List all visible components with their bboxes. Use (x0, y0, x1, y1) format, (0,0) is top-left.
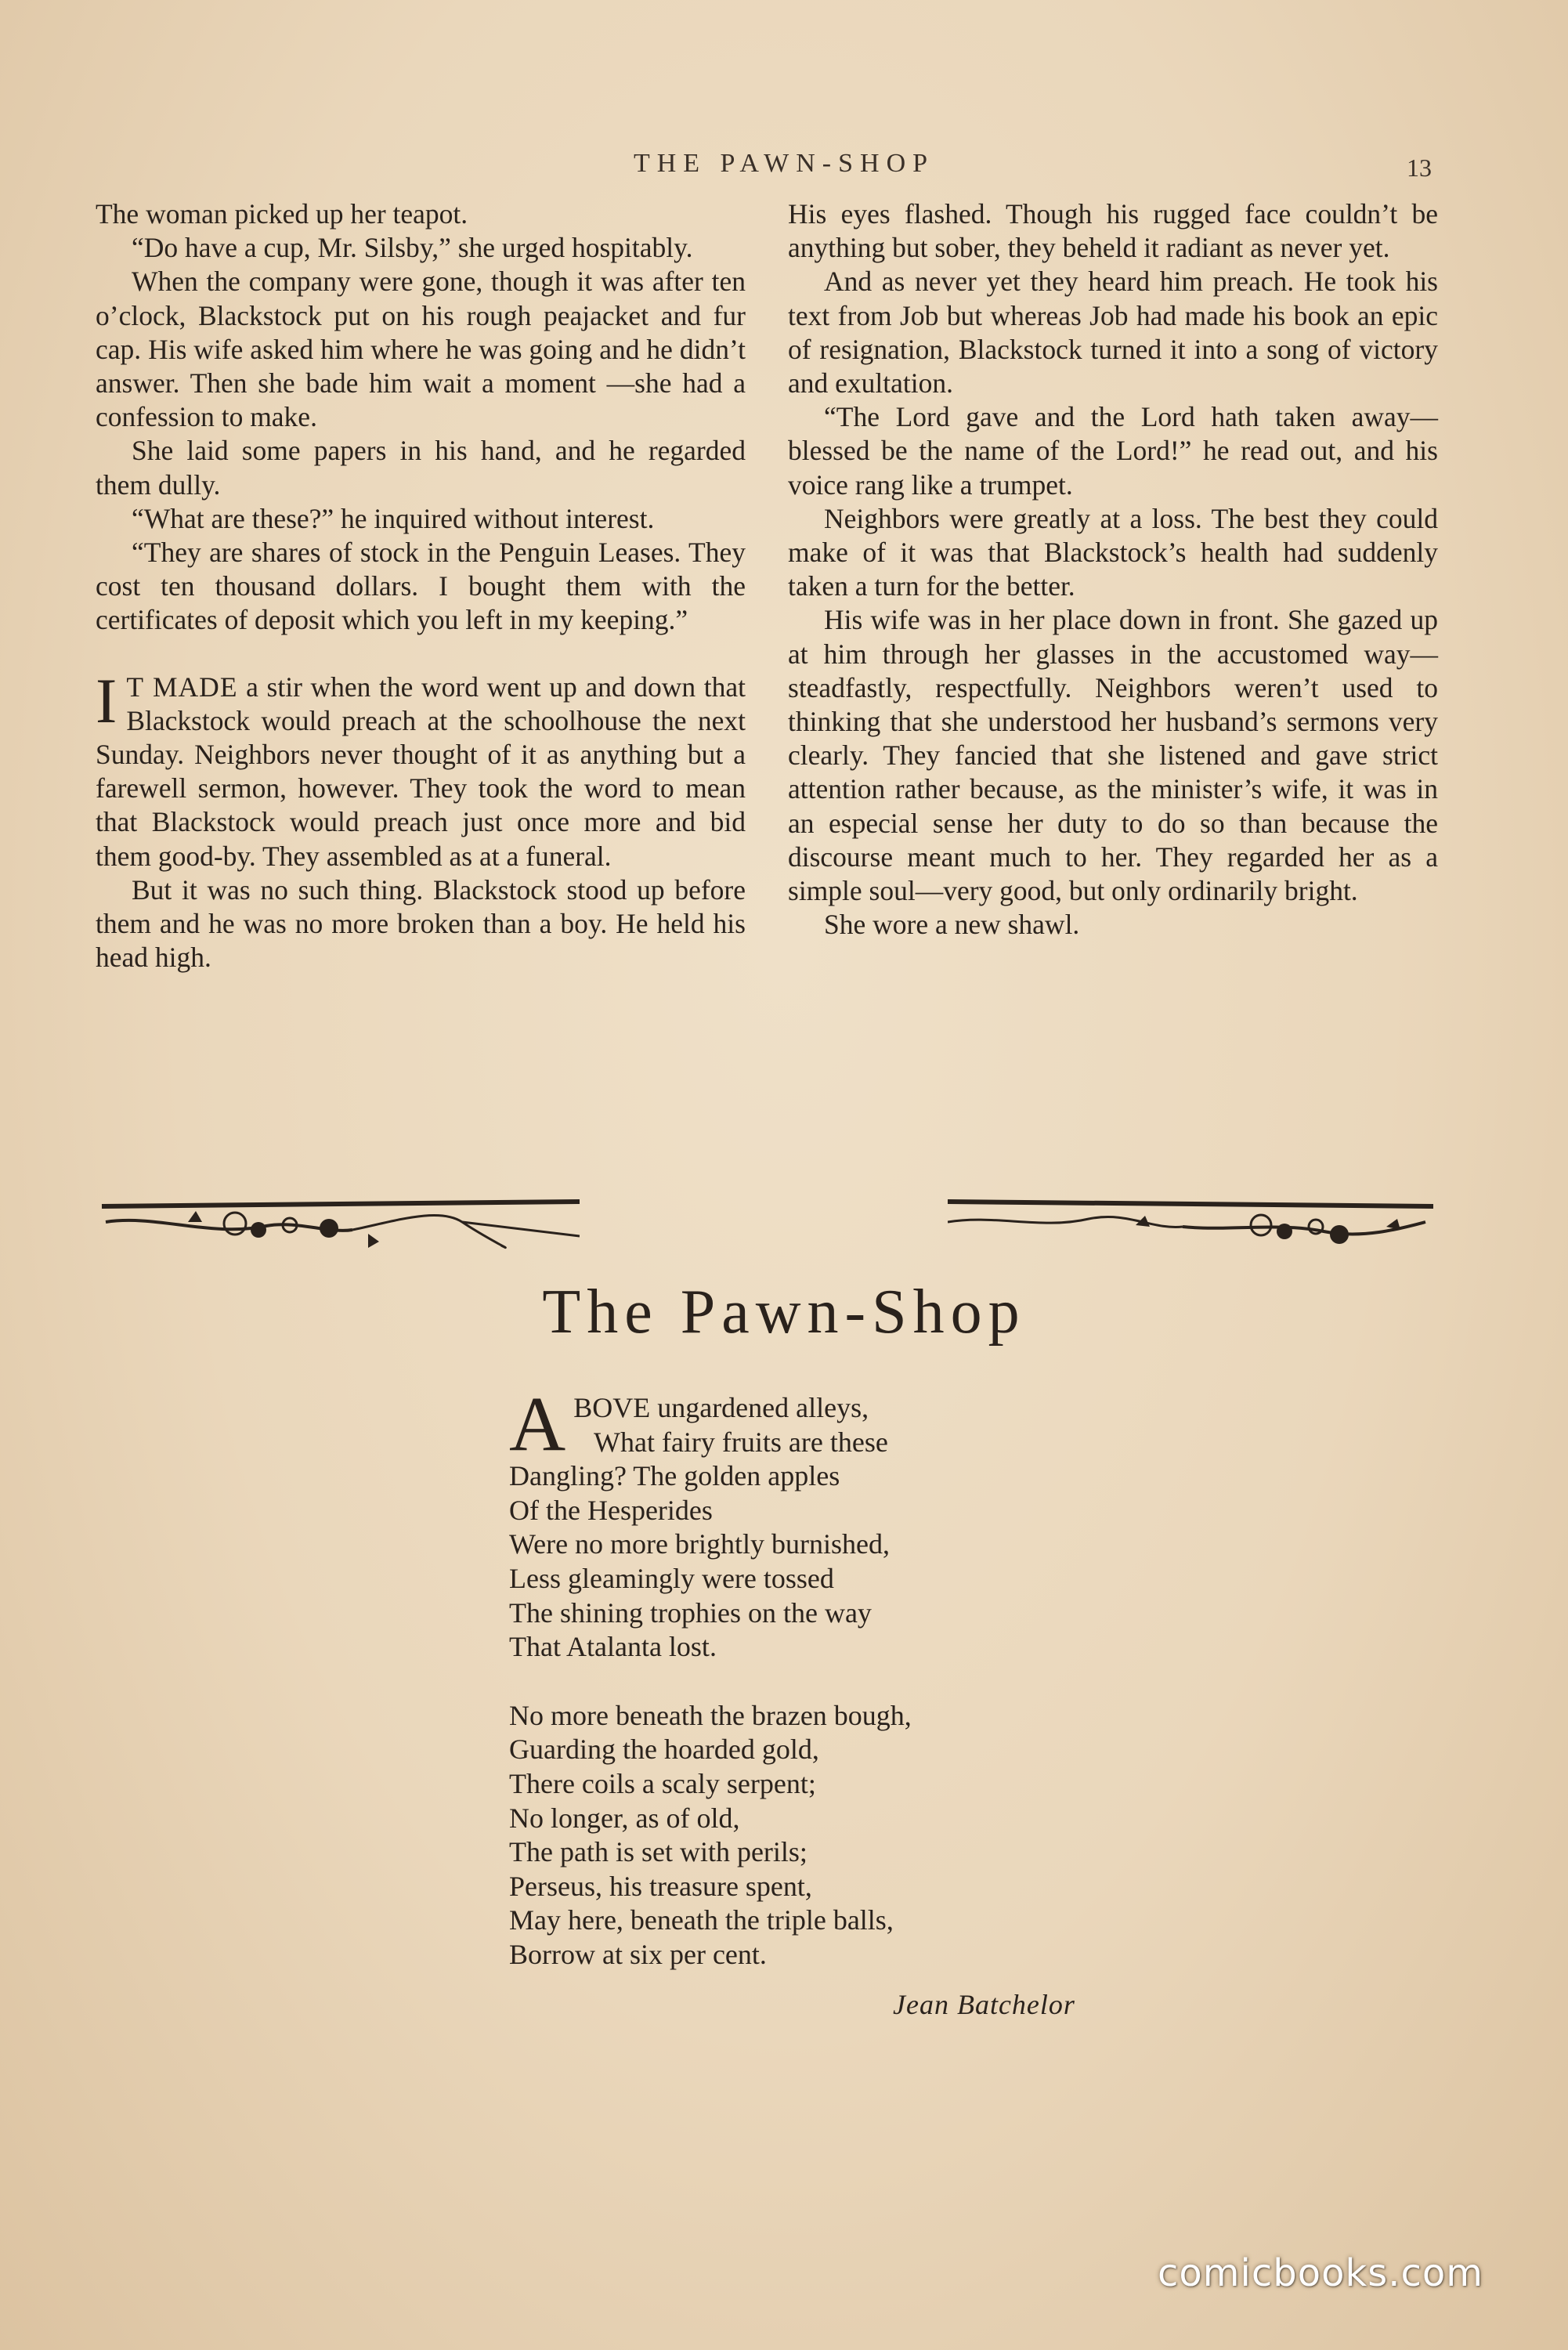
paragraph: The woman picked up her teapot. (96, 198, 468, 230)
poem-line: The shining trophies on the way (509, 1596, 872, 1629)
poem-line: Borrow at six per cent. (509, 1938, 767, 1970)
paragraph: When the company were gone, though it was after ten o’clock, Blackstock put on his rough peajacket and fur cap. His wife asked him where he was going and he didn’t answer. Then she bade him wait a moment —she had a confession to make. (96, 266, 746, 433)
section-opening-paragraph (96, 664, 746, 873)
paragraph: She wore a new shawl. (824, 909, 1080, 941)
paragraph: And as never yet they heard him preach. He took his text from Job but whereas Job had made his book an epic of resignation, Blackstock turned it into a song of victory and exultation. (788, 266, 1438, 400)
floral-rule-ornament-left (94, 1191, 580, 1261)
poem-line: What fairy fruits are these (594, 1426, 888, 1458)
poem-line: Less gleamingly were tossed (509, 1562, 834, 1594)
poem-line: Perseus, his treasure spent, (509, 1870, 812, 1902)
poem-line: BOVE ungardened alleys, (573, 1392, 869, 1423)
paragraph: But it was no such thing. Blackstock stood up before them and he was no more broken than a boy. He held his head high. (96, 873, 746, 974)
paragraph-text: a stir when the word went up and down that Blackstock would preach at the schoolhouse the next Sunday. Neighbors never thought of it as anything but a farewell sermon, however. They took the word to mean that Blackstock would preach just once more and bid them good-by. They assembled as at a funeral. (96, 671, 746, 872)
running-head: THE PAWN-SHOP (633, 149, 935, 178)
page-number: 13 (1407, 154, 1432, 182)
poem-line: Guarding the hoarded gold, (509, 1734, 819, 1766)
drop-cap: A (509, 1380, 566, 1467)
stanza (509, 1380, 1214, 1665)
poem-line: Of the Hesperides (509, 1494, 713, 1526)
poem-line: Dangling? The golden apples (509, 1460, 840, 1492)
right-column (788, 197, 1438, 942)
paragraph: “The Lord gave and the Lord hath taken away—blessed be the name of the Lord!” he read out, and his voice rang like a trumpet. (788, 401, 1438, 501)
poem-line: There coils a scaly serpent; (509, 1767, 816, 1799)
paragraph: Neighbors were greatly at a loss. The best they could make of it was that Blackstock’s health had suddenly taken a turn for the better. (788, 502, 1438, 602)
paragraph: “Do have a cup, Mr. Silsby,” she urged hospitably. (132, 232, 693, 264)
paragraph: His wife was in her place down in front. She gazed up at him through her glasses in the accustomed way—steadfastly, respectfully. Neighbors weren’t used to thinking that she understood her husband’s sermons very clearly. They fancied that she listened and gave strict attention rather because, as the minister’s wife, it was in an especial sense her duty to do so than because the discourse meant much to her. They regarded her as a simple soul—very good, but only ordinarily bright. (788, 604, 1438, 907)
poem-title: The Pawn-Shop (542, 1278, 1026, 1347)
left-column (96, 197, 746, 974)
poem-line: No more beneath the brazen bough, (509, 1699, 912, 1731)
poem-author: Jean Batchelor (893, 1989, 1075, 2020)
paragraph: “They are shares of stock in the Penguin Leases. They cost ten thousand dollars. I bought them with the certificates of deposit which you left in my keeping.” (96, 537, 746, 636)
site-watermark: comicbooks.com (1158, 2251, 1484, 2295)
paragraph: His eyes flashed. Though his rugged face couldn’t be anything but sober, they beheld it radiant as never yet. (788, 198, 1438, 264)
poem (509, 1380, 1214, 2007)
stanza (509, 1699, 1214, 1972)
lead-in-caps: T MADE (126, 671, 238, 703)
drop-cap: I (96, 664, 117, 736)
paragraph: She laid some papers in his hand, and he regarded them dully. (96, 435, 746, 501)
poem-line: Were no more brightly burnished, (509, 1528, 890, 1560)
poem-line: The path is set with perils; (509, 1836, 807, 1868)
poem-line: May here, beneath the triple balls, (509, 1904, 894, 1936)
floral-rule-ornament-right (948, 1191, 1433, 1261)
poem-line: No longer, as of old, (509, 1802, 740, 1834)
poem-line: That Atalanta lost. (509, 1631, 717, 1663)
paragraph: “What are these?” he inquired without interest. (132, 502, 655, 534)
